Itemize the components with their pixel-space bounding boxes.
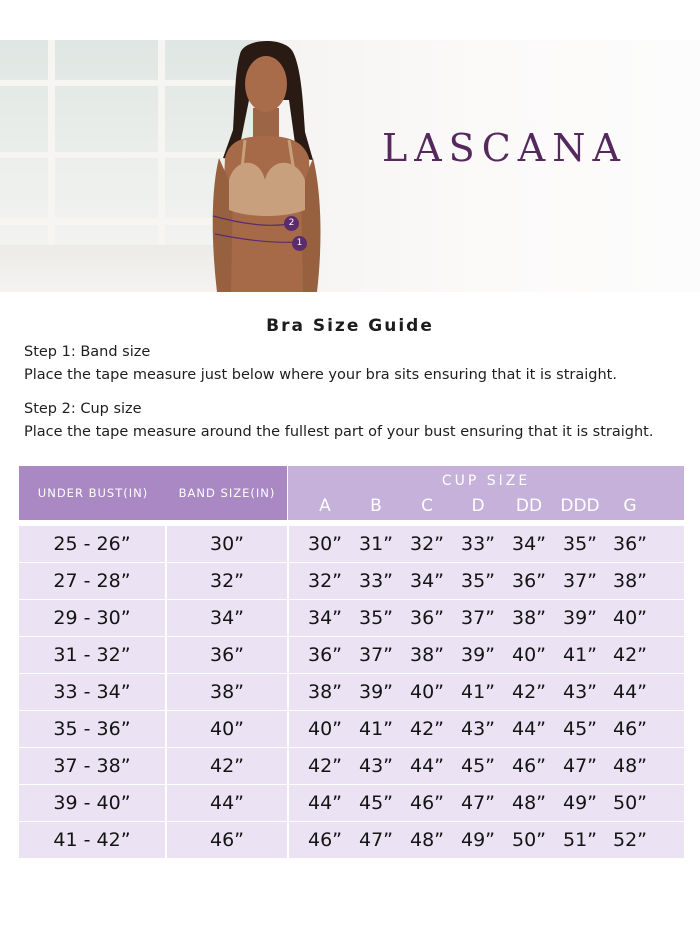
step-2-text: Place the tape measure around the fullest part of your bust ensuring that it is straight.	[24, 424, 654, 440]
cup-letter-dd: DD	[515, 496, 543, 516]
cup-size-cell-a: 44”	[307, 792, 343, 814]
header-cup-size	[288, 466, 684, 520]
under-bust-cell: 35 - 36”	[53, 718, 131, 740]
table-row	[19, 600, 684, 636]
cup-size-cell-a: 32”	[307, 570, 343, 592]
cup-size-cell-dd: 34”	[511, 533, 547, 555]
cup-size-cell-ddd: 43”	[562, 681, 598, 703]
cup-size-cell-g: 46”	[612, 718, 648, 740]
band-size-cell: 46”	[209, 829, 245, 851]
cup-size-cell-d: 33”	[460, 533, 496, 555]
cup-size-cell-b: 33”	[358, 570, 394, 592]
cup-size-cell-g: 38”	[612, 570, 648, 592]
table-row	[19, 637, 684, 673]
cup-size-cell-c: 42”	[409, 718, 445, 740]
cup-size-cell-g: 50”	[612, 792, 648, 814]
cup-size-cell-a: 36”	[307, 644, 343, 666]
cup-size-cell-ddd: 47”	[562, 755, 598, 777]
cup-size-cell-b: 31”	[358, 533, 394, 555]
cup-size-cell-ddd: 35”	[562, 533, 598, 555]
cup-size-cell-b: 35”	[358, 607, 394, 629]
cup-size-cell-g: 40”	[612, 607, 648, 629]
cup-size-cell-d: 43”	[460, 718, 496, 740]
table-row	[19, 785, 684, 821]
cup-size-cell-b: 41”	[358, 718, 394, 740]
band-size-cell: 42”	[209, 755, 245, 777]
step-1-heading: Step 1: Band size	[24, 344, 151, 360]
step-2-heading: Step 2: Cup size	[24, 401, 142, 417]
cup-size-cell-a: 46”	[307, 829, 343, 851]
cup-size-cell-a: 30”	[307, 533, 343, 555]
cup-size-cell-ddd: 51”	[562, 829, 598, 851]
cup-letter-ddd: DDD	[560, 496, 600, 516]
cup-size-cell-d: 37”	[460, 607, 496, 629]
cup-size-cell-g: 42”	[612, 644, 648, 666]
cup-size-cell-c: 34”	[409, 570, 445, 592]
band-size-cell: 34”	[209, 607, 245, 629]
table-row	[19, 748, 684, 784]
cup-size-cell-a: 38”	[307, 681, 343, 703]
hero-banner	[0, 40, 700, 292]
cup-size-cell-d: 47”	[460, 792, 496, 814]
cup-size-cell-g: 48”	[612, 755, 648, 777]
under-bust-cell: 41 - 42”	[53, 829, 131, 851]
table-row	[19, 563, 684, 599]
cup-size-cell-ddd: 37”	[562, 570, 598, 592]
cup-size-cell-c: 36”	[409, 607, 445, 629]
band-size-cell: 38”	[209, 681, 245, 703]
cup-size-cell-g: 52”	[612, 829, 648, 851]
band-size-cell: 32”	[209, 570, 245, 592]
cup-size-cell-a: 40”	[307, 718, 343, 740]
cup-letter-b: B	[370, 496, 382, 516]
cup-size-cell-d: 41”	[460, 681, 496, 703]
cup-size-cell-b: 43”	[358, 755, 394, 777]
cup-size-cell-ddd: 45”	[562, 718, 598, 740]
under-bust-cell: 31 - 32”	[53, 644, 131, 666]
cup-size-cell-dd: 40”	[511, 644, 547, 666]
header-left	[19, 466, 287, 520]
cup-size-cell-dd: 46”	[511, 755, 547, 777]
band-size-cell: 30”	[209, 533, 245, 555]
step-1-text: Place the tape measure just below where your bra sits ensuring that it is straight.	[24, 367, 617, 383]
cup-size-cell-c: 32”	[409, 533, 445, 555]
cup-size-cell-dd: 38”	[511, 607, 547, 629]
cup-size-cell-g: 44”	[612, 681, 648, 703]
header-band-size: BAND SIZE(IN)	[178, 486, 276, 500]
brand-logo: LASCANA	[382, 126, 627, 170]
cup-size-cell-a: 42”	[307, 755, 343, 777]
table-row	[19, 711, 684, 747]
cup-size-cell-d: 49”	[460, 829, 496, 851]
cup-size-cell-ddd: 49”	[562, 792, 598, 814]
cup-letter-d: D	[471, 496, 485, 516]
under-bust-cell: 39 - 40”	[53, 792, 131, 814]
header-cup-size-title: CUP SIZE	[441, 473, 531, 489]
size-table	[19, 466, 684, 864]
header-under-bust: UNDER BUST(IN)	[37, 486, 149, 500]
cup-size-cell-a: 34”	[307, 607, 343, 629]
measure-marker-2: 2	[284, 216, 299, 231]
cup-size-cell-ddd: 39”	[562, 607, 598, 629]
under-bust-cell: 33 - 34”	[53, 681, 131, 703]
table-row	[19, 526, 684, 562]
band-size-cell: 36”	[209, 644, 245, 666]
cup-size-cell-g: 36”	[612, 533, 648, 555]
cup-size-cell-d: 45”	[460, 755, 496, 777]
cup-size-cell-ddd: 41”	[562, 644, 598, 666]
cup-size-cell-b: 45”	[358, 792, 394, 814]
cup-size-cell-dd: 50”	[511, 829, 547, 851]
cup-size-cell-c: 48”	[409, 829, 445, 851]
cup-size-cell-b: 37”	[358, 644, 394, 666]
cup-letter-c: C	[421, 496, 433, 516]
measure-marker-1: 1	[292, 236, 307, 251]
cup-letter-a: A	[319, 496, 331, 516]
table-row	[19, 674, 684, 710]
cup-size-cell-dd: 48”	[511, 792, 547, 814]
under-bust-cell: 25 - 26”	[53, 533, 131, 555]
band-size-cell: 44”	[209, 792, 245, 814]
cup-size-cell-b: 39”	[358, 681, 394, 703]
cup-size-cell-c: 44”	[409, 755, 445, 777]
cup-size-cell-dd: 44”	[511, 718, 547, 740]
under-bust-cell: 27 - 28”	[53, 570, 131, 592]
cup-letter-g: G	[623, 496, 637, 516]
table-row	[19, 822, 684, 858]
cup-size-cell-c: 40”	[409, 681, 445, 703]
under-bust-cell: 37 - 38”	[53, 755, 131, 777]
cup-size-cell-c: 46”	[409, 792, 445, 814]
guide-title: Bra Size Guide	[266, 316, 434, 336]
band-size-cell: 40”	[209, 718, 245, 740]
cup-size-cell-d: 39”	[460, 644, 496, 666]
cup-size-cell-c: 38”	[409, 644, 445, 666]
cup-size-cell-d: 35”	[460, 570, 496, 592]
model-photo	[185, 40, 345, 292]
under-bust-cell: 29 - 30”	[53, 607, 131, 629]
cup-size-cell-b: 47”	[358, 829, 394, 851]
cup-size-cell-dd: 42”	[511, 681, 547, 703]
cup-size-cell-dd: 36”	[511, 570, 547, 592]
